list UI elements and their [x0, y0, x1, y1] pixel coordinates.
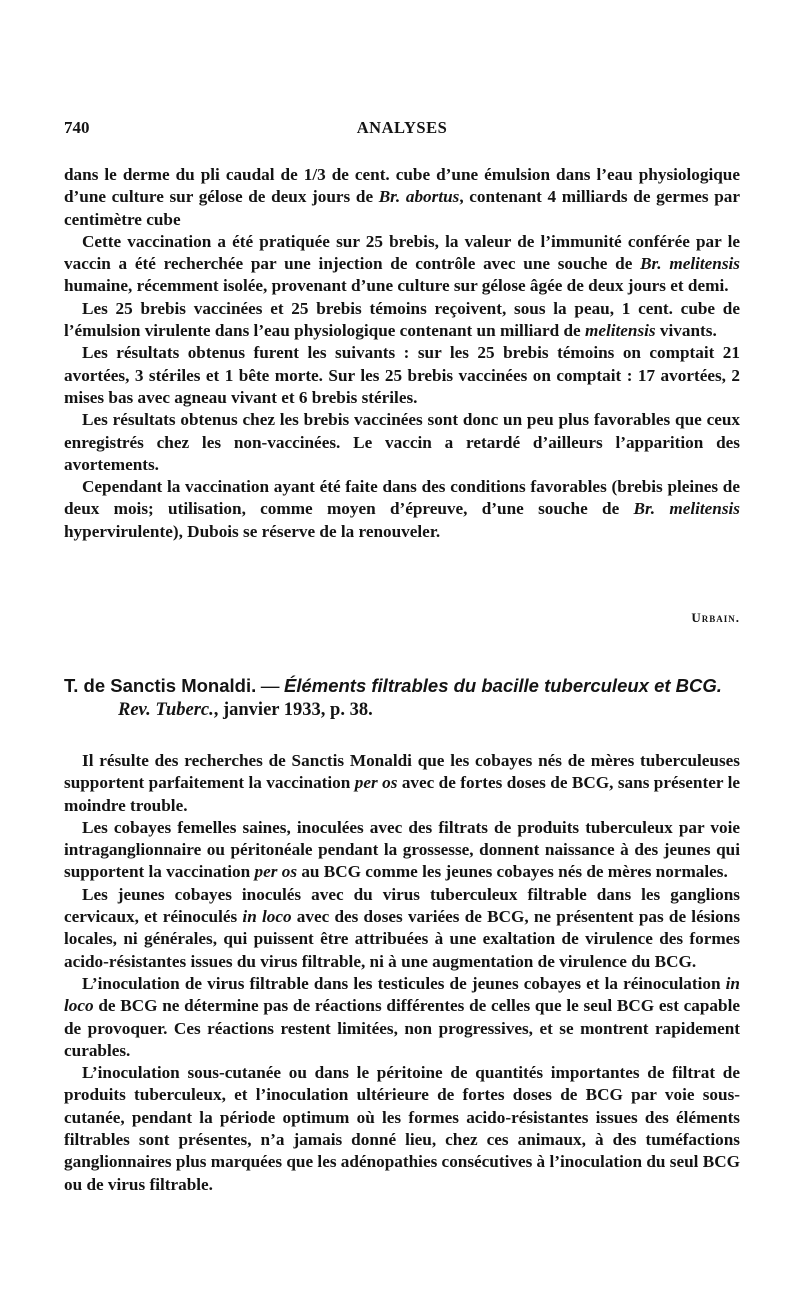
- text-run: Il résulte des recherches de Sanctis Monaldi que les cobayes nés de mères tuberculeuses supportent parfaitement la vaccination: [64, 751, 740, 793]
- text-run: , contenant 4 milliards de germes par centimètre cube: [64, 187, 740, 229]
- italic-term: per os: [254, 862, 298, 882]
- text-run: Cependant la vaccination ayant été faite dans des conditions favorables (brebis pleines de deux mois; utilisation, comme moyen d’épreuve, d’une souche de: [64, 477, 740, 519]
- article-body: [64, 750, 740, 1196]
- article-heading: [64, 674, 740, 722]
- text-run: dans le derme du pli caudal de 1/3 de cent. cube d’une émulsion dans l’eau physiologique d’une culture sur gélose de deux jours de: [64, 165, 740, 207]
- page-number: 740: [64, 118, 90, 137]
- journal-name: Rev. Tuberc.: [118, 700, 214, 720]
- paragraph: [64, 476, 740, 543]
- text-run: hypervirulente), Dubois se réserve de la renouveler.: [64, 521, 441, 541]
- page-header: [64, 118, 740, 142]
- article-title: Éléments filtrables du bacille tuberculeux et BCG.: [283, 675, 722, 696]
- text-run: au BCG comme les jeunes cobayes nés de mères normales.: [297, 862, 728, 882]
- italic-term: in loco: [64, 973, 740, 1016]
- italic-term: in loco: [242, 907, 292, 927]
- paragraph: [64, 884, 740, 973]
- paragraph: Les résultats obtenus furent les suivants : sur les 25 brebis témoins on comptait 21 avortées, 3 stériles et 1 bête morte. Sur les 25 brebis vaccinées on comptait : 17 avortées, 2 mises bas avec agneau vivant et 6 brebis stériles.: [64, 343, 740, 407]
- paragraph: [64, 750, 740, 817]
- article-citation-line: [64, 699, 740, 722]
- text-run: avec des doses variées de BCG, ne présentent pas de lésions locales, ni générales, qui puissent être attribuées à une exaltation de virulence des formes acido-résistantes issues du virus filtrable, ni à une augmentation de virulence du BCG.: [64, 907, 741, 971]
- paragraph: [64, 973, 740, 1062]
- text-run: Les 25 brebis vaccinées et 25 brebis témoins reçoivent, sous la peau, 1 cent. cube de l’émulsion virulente dans l’eau physiologique contenant un milliard de: [64, 298, 740, 341]
- italic-term: per os: [354, 773, 398, 793]
- reviewer-signature: Urbain.: [691, 610, 740, 625]
- journal-citation: , janvier 1933, p. 38.: [213, 700, 373, 720]
- article-author: T. de Sanctis Monaldi.: [64, 675, 257, 696]
- text-run: vivants.: [655, 321, 717, 341]
- heading-dash: —: [256, 677, 284, 697]
- italic-term: Br. melitensis: [640, 254, 741, 274]
- text-run: de BCG ne détermine pas de réactions différentes de celles que le seul BCG est capable de provoquer. Ces réactions restent limitées, non progressives, et se montrent rapidement curables.: [64, 996, 740, 1060]
- text-run: Les cobayes femelles saines, inoculées avec des filtrats de produits tuberculeux par voie intraganglionnaire ou péritonéale pendant la grossesse, donnent naissance à des jeunes qui supportent la vaccination: [64, 817, 740, 882]
- paragraph: [64, 231, 740, 298]
- running-title: ANALYSES: [356, 118, 448, 137]
- paragraph: [64, 298, 740, 343]
- previous-article-continuation: [64, 164, 740, 543]
- paragraph: [64, 164, 740, 231]
- italic-term: melitensis: [584, 321, 656, 341]
- text-run: Cette vaccination a été pratiquée sur 25 brebis, la valeur de l’immunité conférée par le vaccin a été recherchée par une injection de contrôle avec une souche de: [64, 231, 740, 274]
- paragraph: [64, 817, 740, 884]
- paragraph: Les résultats obtenus chez les brebis vaccinées sont donc un peu plus favorables que ceux enregistrés chez les non-vaccinées. Le vaccin a retardé d’ailleurs l’apparition des avortements.: [64, 410, 740, 474]
- paragraph: L’inoculation sous-cutanée ou dans le péritoine de quantités importantes de filtrat de produits tuberculeux, et l’inoculation ultérieure de fortes doses de BCG par voie sous-cutanée, pendant la période optimum où les formes acido-résistantes issues des éléments filtrables sont présentes, n’a jamais donné lieu, chez ces animaux, à des tuméfactions ganglionnaires plus marquées que les adénopathies consécutives à l’inoculation du seul BCG ou de virus filtrable.: [64, 1063, 740, 1194]
- text-run: humaine, récemment isolée, provenant d’une culture sur gélose âgée de deux jours et demi.: [64, 276, 729, 296]
- text-run: L’inoculation de virus filtrable dans les testicules de jeunes cobayes et la réinoculation: [82, 973, 726, 993]
- article-heading-line: [64, 674, 740, 699]
- text-run: avec de fortes doses de BCG, sans présenter le moindre trouble.: [64, 773, 740, 815]
- italic-term: Br. abortus: [378, 187, 460, 207]
- italic-term: Br. melitensis: [633, 499, 740, 519]
- text-run: Les jeunes cobayes inoculés avec du virus tuberculeux filtrable dans les ganglions cervicaux, et réinoculés: [64, 884, 740, 927]
